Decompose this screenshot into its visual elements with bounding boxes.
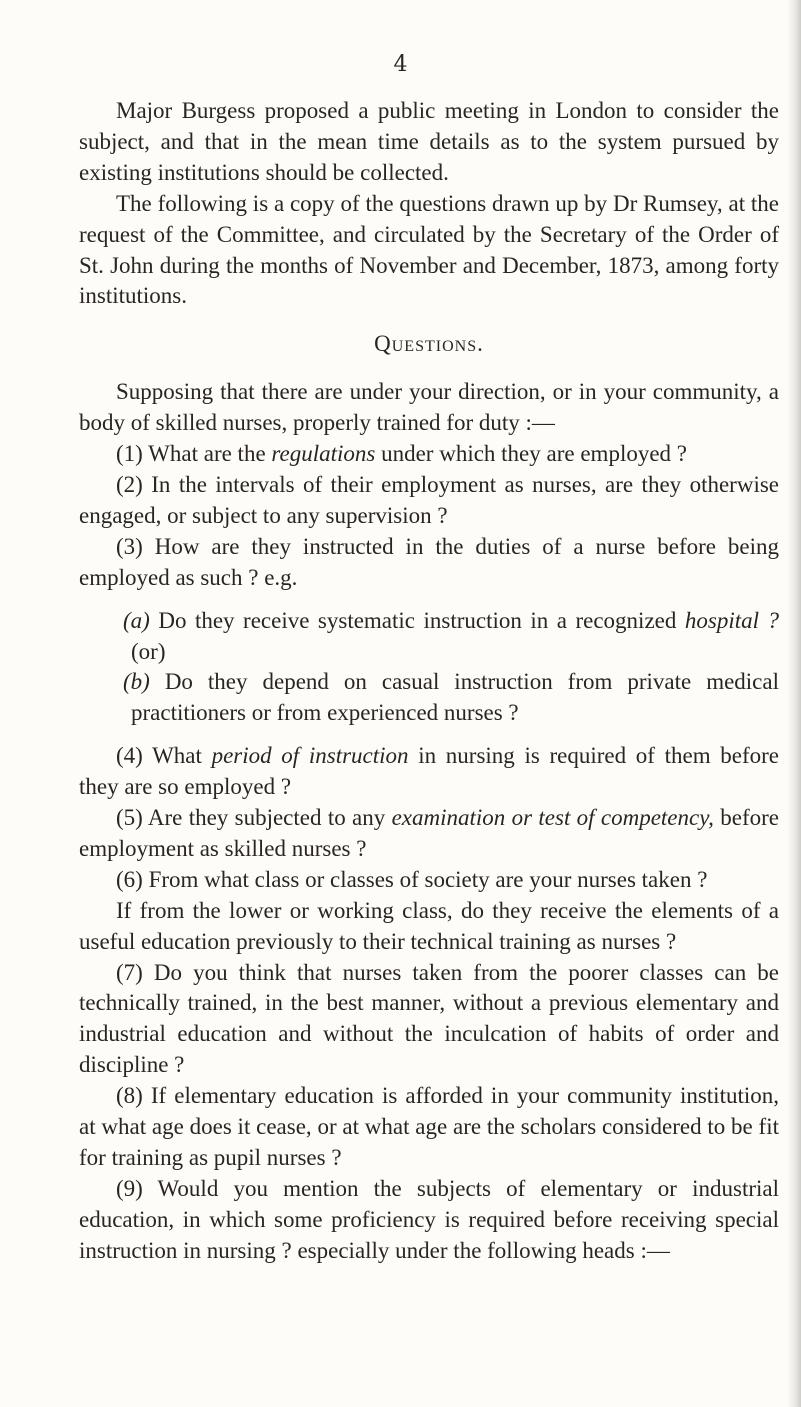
- question-3a: (a) Do they receive systematic instruction in a recognized hospital ? (or): [123, 607, 779, 664]
- question-6-followup: If from the lower or working class, do they receive the elements of a useful education previously to their technical training as nurses ?: [79, 897, 779, 954]
- section-heading: Questions.: [374, 331, 484, 357]
- question-3b: (b) Do they depend on casual instruction from private medical practitioners or from experienced nurses ?: [123, 669, 779, 726]
- question-1: (1) What are the regulations under which they are employed ?: [116, 441, 688, 467]
- paragraph-intro-meeting: Major Burgess proposed a public meeting in London to consider the subject, and that in the mean time details as to the system pursued by existing institutions should be collected.: [79, 98, 779, 185]
- question-7: (7) Do you think that nurses taken from the poorer classes can be technically trained, in the best manner, without a previous elementary and industrial education and without the inculcation of habits of order and discipline ?: [79, 959, 779, 1078]
- question-3-options: [79, 606, 779, 730]
- question-6: (6) From what class or classes of society are your nurses taken ?: [116, 866, 708, 892]
- page-edge-shadow: [787, 0, 801, 1407]
- question-2: (2) In the intervals of their employment as nurses, are they otherwise engaged, or subject to any supervision ?: [79, 471, 779, 528]
- body-text: [79, 96, 779, 1267]
- question-8: (8) If elementary education is afforded in your community institution, at what age does it cease, or at what age are the scholars considered to be fit for training as pupil nurses ?: [79, 1083, 779, 1170]
- question-4: (4) What period of instruction in nursing is required of them before they are so employed ?: [79, 743, 779, 800]
- page-number: 4: [393, 52, 408, 77]
- question-3: (3) How are they instructed in the duties of a nurse before being employed as such ? e.g.: [79, 533, 779, 590]
- paragraph-preamble: Supposing that there are under your direction, or in your community, a body of skilled nurses, properly trained for duty :—: [79, 379, 779, 436]
- paragraph-intro-questions: The following is a copy of the questions drawn up by Dr Rumsey, at the request of the Committee, and circulated by the Secretary of the Order of St. John during the months of November and December, 1873, among forty institutions.: [79, 190, 779, 309]
- question-9: (9) Would you mention the subjects of elementary or industrial education, in which some proficiency is required before receiving special instruction in nursing ? especially under the following heads :—: [79, 1175, 779, 1263]
- question-5: (5) Are they subjected to any examination or test of competency, before employment as skilled nurses ?: [79, 805, 780, 861]
